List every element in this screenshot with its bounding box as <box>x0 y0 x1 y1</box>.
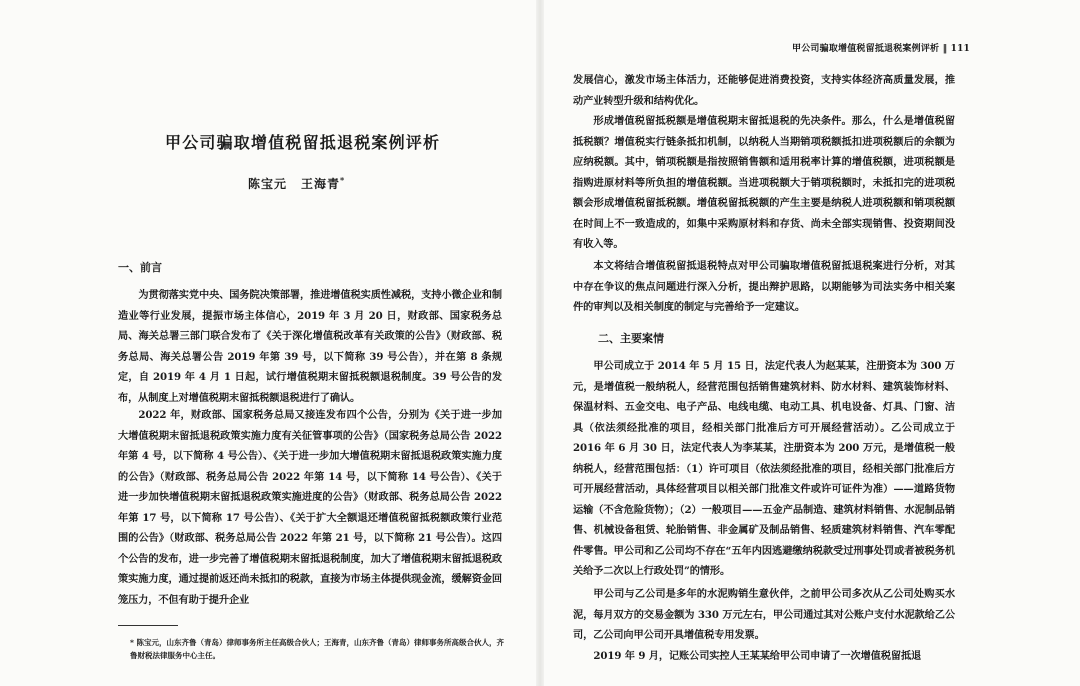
author-1: 陈宝元 <box>248 177 288 191</box>
paragraph-case-3: 2019 年 9 月，记账公司实控人王某某给甲公司申请了一次增值税留抵退 <box>593 650 922 662</box>
header-divider: ‖ <box>942 44 951 54</box>
author-2: 王海青 <box>301 177 341 191</box>
footnote-rule <box>118 625 178 626</box>
section-heading-case-facts: 二、主要案情 <box>598 332 664 345</box>
article-authors <box>248 175 345 192</box>
running-title: 甲公司骗取增值税留抵退税案例评析 <box>792 44 940 54</box>
paragraph-case-1: 甲公司成立于 2014 年 5 月 15 日，法定代表人为赵某某，注册资本为 300 万元，是增值税一般纳税人，经营范围包括销售建筑材料、防水材料、建筑装饰材料、保温材料、五金交电、电子产品、电线电缆、电动工具、机电设备、灯具、门窗、洁具（依法须经批准的项目，经相关部门批准后方可开展经营活动）。乙公司成立于 2016 年 6 月 30 日，法定代表人为李某某，注册资本为 200 万元，是增值税一般纳税人，经营范围包括：（1）许可项目（依法须经批准的项目，经相关部门批准后方可开展经营活动，具体经营项目以相关部门批准文件或许可证件为准）——道路货物运输（不含危险货物）；（2）一般项目——五金产品制造、建筑材料销售、水泥制品销售、机械设备租赁、轮胎销售、非金属矿及制品销售、轻质建筑材料销售、汽车零配件零售。甲公司和乙公司均不存在“五年内因逃避缴纳税款受过刑事处罚或者被税务机关给予二次以上行政处罚”的情形。 <box>573 360 955 577</box>
section-heading-introduction: 一、前言 <box>118 261 162 274</box>
running-header <box>760 41 970 54</box>
paragraph-intro-1: 为贯彻落实党中央、国务院决策部署，推进增值税实质性减税，支持小微企业和制造业等行业发展，提振市场主体信心，2019 年 3 月 20 日，财政部、国家税务总局、海关总署三部门联合发布了《关于深化增值税改革有关政策的公告》（财政部、税务总局、海关总署公告 2019 年第 39 号，以下简称 39 号公告），并在第 8 条规定，自 2019 年 4 月 1 日起，试行增值税期末留抵税额退税制度。39 号公告的发布，从制度上对增值税期末留抵税额退税进行了确认。 <box>118 289 502 404</box>
paragraph-intro-3: 形成增值税留抵税额是增值税期末留抵退税的先决条件。那么，什么是增值税留抵税额？增值税实行链条抵扣机制，以纳税人当期销项税额抵扣进项税额后的余额为应纳税额。其中，销项税额是指按照销售额和适用税率计算的增值税额，进项税额是指购进原材料等所负担的增值税额。当进项税额大于销项税额时，未抵扣完的进项税额会形成增值税留抵税额。增值税留抵税额的产生主要是纳税人进项税额和销项税额在时间上不一致造成的，如集中采购原材料和存货、尚未全部实现销售、投资期间没有收入等。 <box>573 115 955 250</box>
page-number: 111 <box>950 44 970 54</box>
page-gutter <box>536 0 544 686</box>
author-footnote-mark: * <box>340 175 346 185</box>
paragraph-intro-2-continued: 发展信心，激发市场主体活力，还能够促进消费投资，支持实体经济高质量发展，推动产业转型升级和结构优化。 <box>573 74 955 107</box>
paragraph-intro-4: 本文将结合增值税留抵退税特点对甲公司骗取增值税留抵退税案进行分析，对其中存在争议的焦点问题进行深入分析，提出辩护思路，以期能够为司法实务中相关案件的审判以及相关制度的制定与完善给予一定建议。 <box>573 260 955 313</box>
paragraph-intro-2: 2022 年，财政部、国家税务总局又接连发布四个公告，分别为《关于进一步加大增值税期末留抵退税政策实施力度有关征管事项的公告》（国家税务总局公告 2022 年第 4 号，以下简称 4 号公告）、《关于进一步加大增值税期末留抵退税政策实施力度的公告》（财政部、税务总局公告 2022 年第 14 号，以下简称 14 号公告）、《关于进一步加快增值税期末留抵退税政策实施进度的公告》（财政部、税务总局公告 2022 年第 17 号，以下简称 17 号公告）、《关于扩大全额退还增值税留抵税额政策行业范围的公告》（财政部、税务总局公告 2022 年第 21 号，以下简称 21 号公告）。这四个公告的发布，进一步完善了增值税期末留抵退税制度，加大了增值税期末留抵退税政策实施力度，通过提前返还尚未抵扣的税款，直接为市场主体提供现金流，缓解资金回笼压力，不但有助于提升企业 <box>118 409 502 606</box>
author-footnote: * 陈宝元，山东齐鲁（青岛）律师事务所主任高级合伙人；王海青，山东齐鲁（青岛）律师事务所高级合伙人，齐鲁财税法律服务中心主任。 <box>130 638 505 660</box>
article-title: 甲公司骗取增值税留抵退税案例评析 <box>165 133 441 152</box>
paragraph-case-2: 甲公司与乙公司是多年的水泥购销生意伙伴，之前甲公司多次从乙公司处购买水泥，每月双方的交易金额为 330 万元左右，甲公司通过其对公账户支付水泥款给乙公司，乙公司向甲公司开具增值税专用发票。 <box>573 588 955 641</box>
